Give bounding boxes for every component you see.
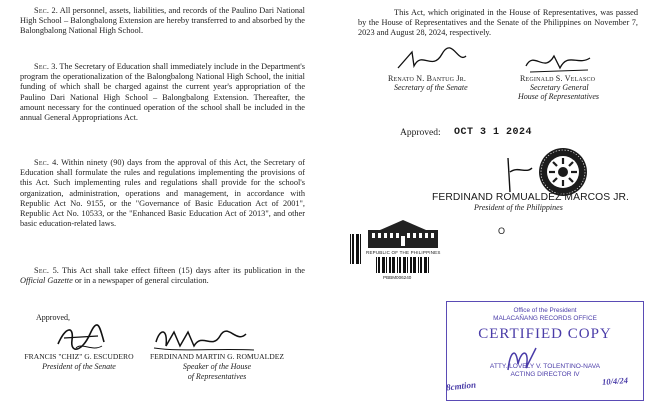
barcode-bars (376, 257, 426, 273)
house-speaker-title-1: Speaker of the House (182, 362, 252, 371)
presidential-seal-icon (537, 146, 589, 198)
stamp-right-note: 10/4/24 (601, 375, 629, 387)
barcode (350, 234, 362, 264)
approved-date-stamp: OCT 3 1 2024 (454, 127, 533, 138)
house-speaker-name: FERDINAND MARTIN G. ROMUALDEZ (149, 352, 285, 361)
senate-secretary-title: Secretary of the Senate (394, 83, 468, 92)
stamp-officer-title: ACTING DIRECTOR IV (510, 371, 580, 378)
stamp-records-office: MALACAÑANG RECORDS OFFICE (493, 315, 597, 322)
malacanang-palace-icon (366, 218, 440, 250)
section-3-head: Sec. (34, 62, 50, 71)
section-5-text-before: 5. This Act shall take effect fifteen (15) days after its publication in the (52, 266, 305, 275)
house-secgen-title-2: House of Representatives (518, 92, 600, 101)
house-speaker-title-2: of Representatives (187, 372, 247, 381)
section-4 (20, 158, 305, 229)
official-gazette: Official Gazette (20, 276, 73, 286)
stamp-office: Office of the President (513, 307, 577, 314)
section-4-head: Sec. (34, 158, 50, 167)
house-secgen-signature (520, 46, 600, 76)
house-secgen-name: Reginald S. Velasco (520, 74, 596, 83)
president-name: FERDINAND ROMUALDEZ MARCOS JR. (432, 192, 629, 203)
senate-secretary-signature (392, 46, 472, 76)
section-4-text: 4. Within ninety (90) days from the approval of this Act, the Secretary of Education shall formulate the rules and regulations implementing the provisions of this Act. Such implementing rules and regulations shall provide for the school's organization, administration, operations and management, in accordance with Republic Act No. 9155, or the "Governance of Basic Education Act of 2001", Republic Act No. 10533, or the "Enhanced Basic Education Act of 2013", and other basic education-related laws. (20, 158, 305, 229)
senate-president-name: FRANCIS "CHIZ" G. ESCUDERO (24, 352, 134, 361)
stamp-officer-signature (502, 342, 542, 376)
section-2 (20, 6, 305, 37)
section-5-head: Sec. (34, 266, 50, 275)
senate-president-signature (52, 322, 112, 356)
letter-o-mark: O (498, 226, 506, 236)
section-2-text: 2. All personnel, assets, liabilities, and records of the Paulino Dari National High School – Balongbalong Extension are hereby transferred to and absorbed by the Balongbalong National High School. (20, 6, 305, 36)
approved-label-left: Approved, (36, 313, 70, 322)
president-signature (500, 152, 540, 196)
president-title: President of the Philippines (474, 203, 563, 212)
origin-statement: This Act, which originated in the House of Representatives, was passed by the House of Representatives and the Senate of the Philippines on November 7, 2023 and August 28, 2024, respectively. (358, 8, 638, 38)
house-secgen-title-1: Secretary General (530, 83, 589, 92)
stamp-certified-copy: CERTIFIED COPY (478, 326, 612, 342)
barcode-id: PBBM006240 (383, 275, 412, 280)
approved-label-right: Approved: (400, 128, 441, 138)
senate-president-title: President of the Senate (42, 362, 116, 371)
section-5 (20, 266, 305, 286)
section-2-head: Sec. (34, 6, 50, 15)
section-3 (20, 62, 305, 123)
house-speaker-signature (150, 322, 260, 356)
section-5-text-after: or in a newspaper of general circulation. (72, 276, 209, 286)
palace-caption: REPUBLIC OF THE PHILIPPINES (366, 250, 441, 255)
section-3-text: 3. The Secretary of Education shall immediately include in the Department's program the operationalization of the Balongbalong National High School, the initial funding of which shall be charged against the current year's appropriation of the Paulino Dari National High School – Balongbalong Extension. Thereafter, the amount necessary for the continued operation of the school shall be included in the annual General Appropriations Act. (20, 62, 305, 123)
stamp-left-note: 8cmtion (445, 379, 477, 393)
stamp-officer-name: ATTY. LOVELY V. TOLENTINO-NAVA (489, 363, 601, 370)
senate-secretary-name: Renato N. Bantug Jr. (388, 74, 467, 83)
